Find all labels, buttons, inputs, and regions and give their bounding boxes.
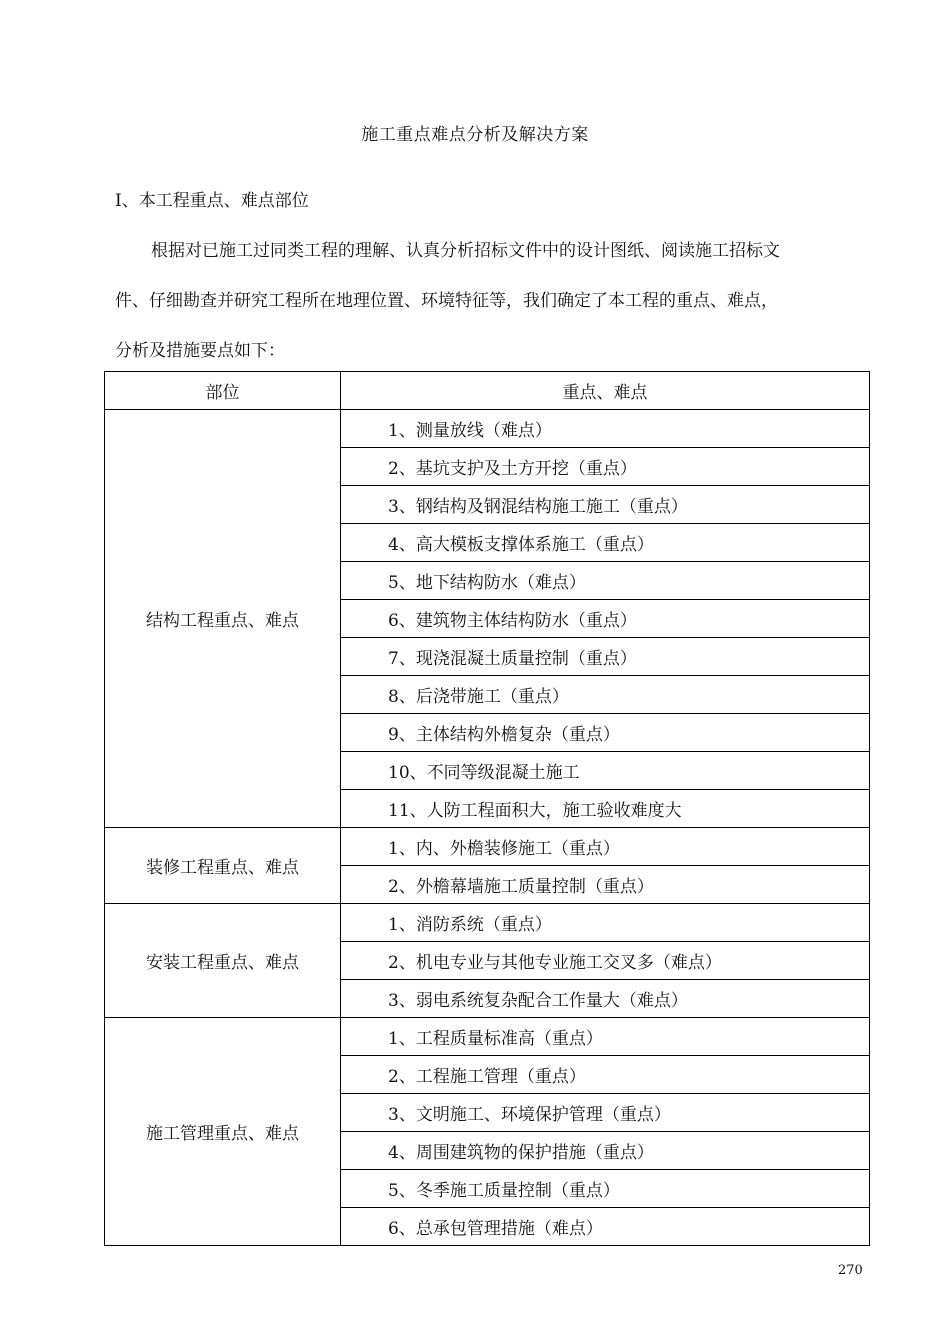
category-cell: 装修工程重点、难点 — [105, 828, 341, 904]
item-cell: 5、地下结构防水（难点） — [341, 562, 870, 600]
category-cell: 结构工程重点、难点 — [105, 410, 341, 828]
item-cell: 6、总承包管理措施（难点） — [341, 1208, 870, 1246]
item-cell: 4、高大模板支撑体系施工（重点） — [341, 524, 870, 562]
item-cell: 2、外檐幕墙施工质量控制（重点） — [341, 866, 870, 904]
item-cell: 6、建筑物主体结构防水（重点） — [341, 600, 870, 638]
item-cell: 7、现浇混凝土质量控制（重点） — [341, 638, 870, 676]
table-body — [105, 410, 870, 1246]
table-row — [105, 828, 870, 866]
item-cell: 3、弱电系统复杂配合工作量大（难点） — [341, 980, 870, 1018]
item-cell: 2、基坑支护及土方开挖（重点） — [341, 448, 870, 486]
item-cell: 3、钢结构及钢混结构施工施工（重点） — [341, 486, 870, 524]
table-header-row — [105, 372, 870, 410]
table-row — [105, 1018, 870, 1056]
item-cell: 4、周围建筑物的保护措施（重点） — [341, 1132, 870, 1170]
item-cell: 3、文明施工、环境保护管理（重点） — [341, 1094, 870, 1132]
item-cell: 1、工程质量标准高（重点） — [341, 1018, 870, 1056]
page-number: 270 — [838, 1263, 863, 1278]
item-cell: 1、内、外檐装修施工（重点） — [341, 828, 870, 866]
item-cell: 10、不同等级混凝土施工 — [341, 752, 870, 790]
table-row — [105, 410, 870, 448]
item-cell: 2、机电专业与其他专业施工交叉多（难点） — [341, 942, 870, 980]
item-cell: 5、冬季施工质量控制（重点） — [341, 1170, 870, 1208]
table-row — [105, 904, 870, 942]
item-cell: 11、人防工程面积大，施工验收难度大 — [341, 790, 870, 828]
intro-line-3: 分析及措施要点如下： — [115, 341, 285, 361]
key-points-table — [104, 371, 870, 1246]
category-cell: 施工管理重点、难点 — [105, 1018, 341, 1246]
intro-line-1: 根据对已施工过同类工程的理解、认真分析招标文件中的设计图纸、阅读施工招标文 — [151, 241, 780, 261]
header-location: 部位 — [105, 372, 341, 410]
item-cell: 1、测量放线（难点） — [341, 410, 870, 448]
section-heading: Ⅰ、本工程重点、难点部位 — [115, 191, 309, 211]
item-cell: 1、消防系统（重点） — [341, 904, 870, 942]
item-cell: 8、后浇带施工（重点） — [341, 676, 870, 714]
header-key-points: 重点、难点 — [341, 372, 870, 410]
intro-line-2: 件、仔细勘查并研究工程所在地理位置、环境特征等，我们确定了本工程的重点、难点， — [115, 291, 778, 311]
item-cell: 2、工程施工管理（重点） — [341, 1056, 870, 1094]
document-title: 施工重点难点分析及解决方案 — [361, 125, 589, 145]
category-cell: 安装工程重点、难点 — [105, 904, 341, 1018]
item-cell: 9、主体结构外檐复杂（重点） — [341, 714, 870, 752]
